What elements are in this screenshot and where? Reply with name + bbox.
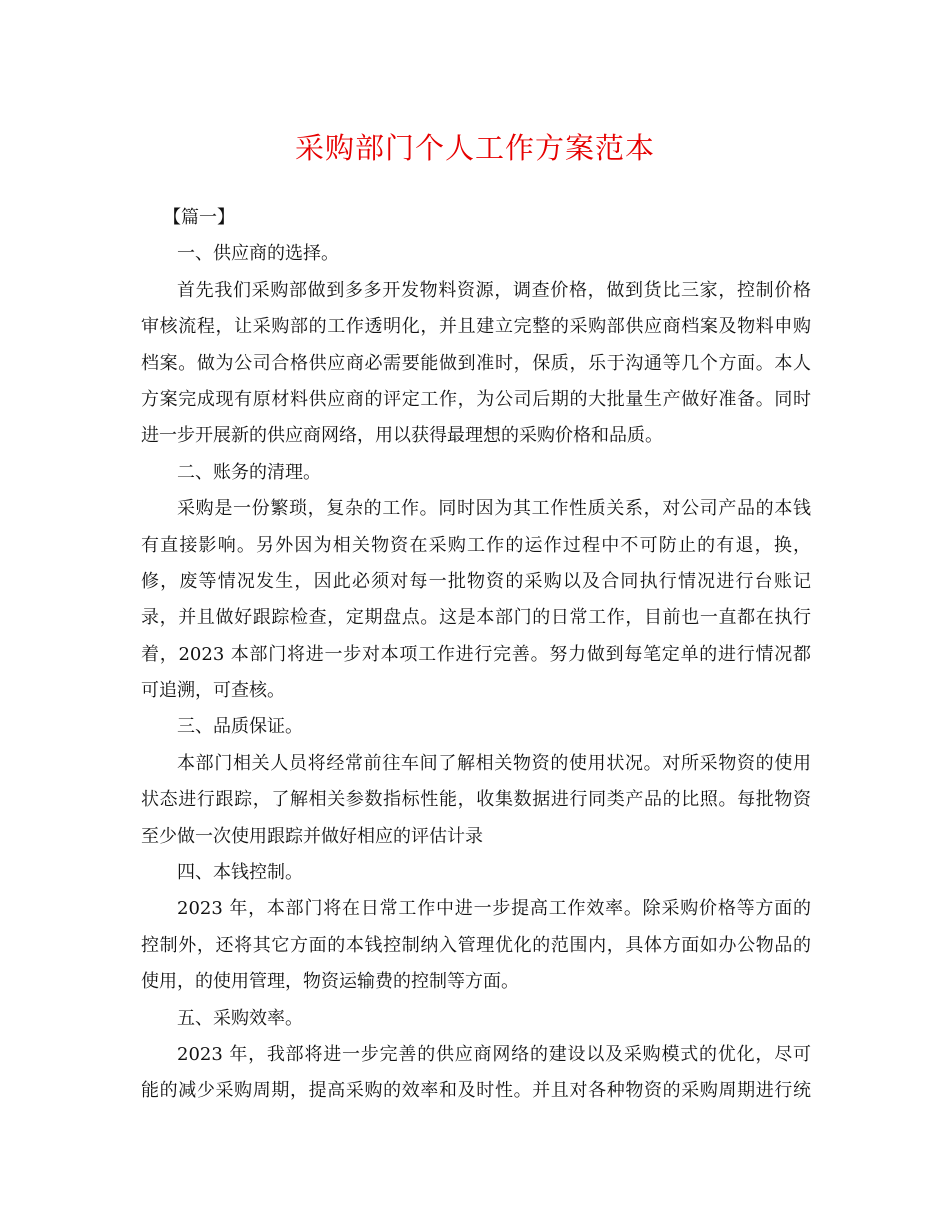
paragraph-line: 可追溯，可查核。 — [141, 680, 285, 702]
paragraph-line: 档案。做为公司合格供应商必需要能做到准时，保质，乐于沟通等几个方面。本人 — [141, 352, 811, 374]
paragraph-line: 方案完成现有原材料供应商的评定工作，为公司后期的大批量生产做好准备。同时 — [141, 388, 811, 410]
paragraph-line: 本部门相关人员将经常前往车间了解相关物资的使用状况。对所采物资的使用 — [177, 752, 811, 774]
heading-quality: 三、品质保证。 — [177, 716, 303, 738]
paragraph-line: 2023 年，我部将进一步完善的供应商网络的建设以及采购模式的优化，尽可 — [177, 1043, 811, 1065]
document-title: 采购部门个人工作方案范本 — [294, 131, 655, 165]
section-label: 【篇一】 — [163, 207, 235, 228]
paragraph-line: 着，2023 本部门将进一步对本项工作进行完善。努力做到每笔定单的进行情况都 — [141, 643, 811, 665]
heading-accounts: 二、账务的清理。 — [177, 461, 321, 483]
paragraph-line: 有直接影响。另外因为相关物资在采购工作的运作过程中不可防止的有退，换， — [141, 534, 811, 556]
paragraph-line: 使用，的使用管理，物资运输费的控制等方面。 — [141, 971, 519, 993]
paragraph-line: 状态进行跟踪，了解相关参数指标性能，收集数据进行同类产品的比照。每批物资 — [141, 789, 811, 811]
heading-suppliers: 一、供应商的选择。 — [177, 243, 339, 265]
paragraph-line: 进一步开展新的供应商网络，用以获得最理想的采购价格和品质。 — [141, 425, 663, 447]
paragraph-line: 审核流程，让采购部的工作透明化，并且建立完整的采购部供应商档案及物料申购 — [141, 316, 811, 338]
paragraph-line: 录，并且做好跟踪检查，定期盘点。这是本部门的日常工作，目前也一直都在执行 — [141, 607, 811, 629]
paragraph-line: 至少做一次使用跟踪并做好相应的评估计录 — [141, 825, 483, 847]
heading-efficiency: 五、采购效率。 — [177, 1007, 303, 1029]
paragraph-line: 修，废等情况发生，因此必须对每一批物资的采购以及合同执行情况进行台账记 — [141, 570, 811, 592]
paragraph-line: 采购是一份繁琐，复杂的工作。同时因为其工作性质关系，对公司产品的本钱 — [177, 498, 811, 520]
paragraph-line: 控制外，还将其它方面的本钱控制纳入管理优化的范围内，具体方面如办公物品的 — [141, 934, 811, 956]
paragraph-line: 首先我们采购部做到多多开发物料资源，调查价格，做到货比三家，控制价格 — [177, 279, 811, 301]
paragraph-line: 能的减少采购周期，提高采购的效率和及时性。并且对各种物资的采购周期进行统 — [141, 1080, 811, 1102]
paragraph-line: 2023 年，本部门将在日常工作中进一步提高工作效率。除采购价格等方面的 — [177, 898, 811, 920]
heading-cost-control: 四、本钱控制。 — [177, 862, 303, 884]
document-body — [141, 200, 811, 1110]
